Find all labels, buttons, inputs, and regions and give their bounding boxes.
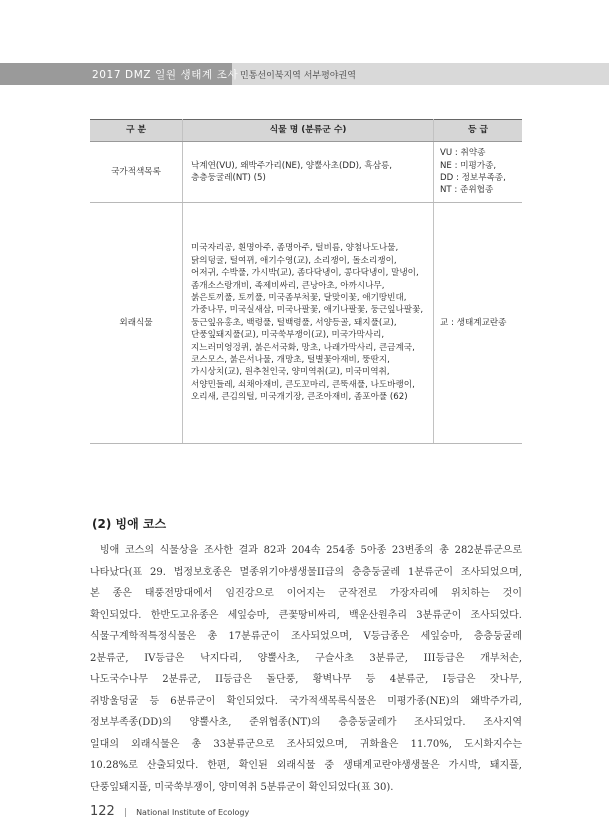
species-line: 코스모스, 붉은서나물, 개망초, 털별꽃아재비, 뚱딴지, [191,355,390,366]
species-line: 닭의덩굴, 털여뀌, 애기수영(교), 소리쟁이, 돌소리쟁이, [191,255,397,266]
grade-line: NT : 준위협종 [440,185,494,196]
species-line: 오리새, 큰김의털, 미국개기장, 큰조아재비, 좀포아풀 (62) [191,392,408,403]
header-species: 식물 명 (분류군 수) [183,120,434,142]
plant-species-table [90,119,522,444]
page-number: 122 [90,804,115,819]
running-header-title: 2017 DMZ 일원 생태계 조사 [92,69,239,81]
paragraph-line: 본 종은 태풍전망대에서 임진강으로 이어지는 군작전로 가장자리에 위치하는 것이 [90,588,522,599]
section-paragraph [90,540,522,798]
species-cell [183,142,434,203]
paragraph-line: 식물구계학적특정식물은 총 17분류군이 조사되었으며, V등급종은 세잎승마, 층층둥굴레 [90,631,522,642]
species-line: 층층둥굴레(NT) (5) [191,173,266,183]
footer-organization: National Institute of Ecology [136,808,250,817]
section-heading: (2) 빙애 코스 [92,517,167,531]
page-footer [90,800,249,819]
grade-line: NE : 미평가종, [440,160,497,171]
category-cell: 외래식물 [90,203,183,444]
species-line: 가중나무, 미국실새삼, 미국나팔꽃, 애기나팔꽃, 둥근잎나팔꽃, [191,305,424,316]
grade-line: DD : 정보부족종, [440,173,506,183]
species-line: 어저귀, 수박풀, 가시박(교), 좀다닥냉이, 콩다닥냉이, 말냉이, [191,268,419,279]
paragraph-line: 단풍잎돼지풀, 미국쑥부쟁이, 양미역취 5분류군이 확인되었다(표 30). [90,781,394,793]
footer-separator: | [123,808,127,818]
species-line: 지느러미엉겅퀴, 붉은서국화, 망초, 나래가막사리, 큰금계국, [191,342,415,353]
header-category: 구 분 [90,120,183,142]
species-line: 미국자리공, 흰명아주, 좀명아주, 털비름, 양첨나도나물, [191,243,399,254]
species-line: 좀개소스랑개비, 족제비싸리, 큰낭아초, 아까시나무, [191,280,385,291]
running-header-subtitle: 민통선이북지역 서부평야권역 [240,71,356,81]
table-row-alien-plants [90,203,522,444]
paragraph-line: 확인되었다. 한반도고유종은 세잎승마, 큰꽃땅비싸리, 백운산원추리 3분류군이 조사되었다. [90,609,522,621]
paragraph-line: 쥐방울덩굴 등 6분류군이 확인되었다. 국가적색목록식물은 미평가종(NE)의 왜박주가리, [90,695,522,707]
paragraph-line: 정보부족종(DD)의 양뿔사초, 준위협종(NT)의 층층둥굴레가 조사되었다. 조사지역 [90,717,522,728]
paragraph-line: 빙애 코스의 식물상을 조사한 결과 82과 204속 254종 5아종 23변종의 총 282분류군으로 [100,545,522,556]
species-line: 단풍잎돼지풀(교), 미국쑥부쟁이(교), 미국가막사리, [191,330,385,341]
table-row-national-red-list [90,142,522,203]
category-cell: 국가적색목록 [90,142,183,203]
table-header-row [90,120,522,142]
paragraph-line: 10.28%로 산출되었다. 한편, 확인된 외래식물 중 생태계교란야생생물은 가시박, 돼지풀, [90,760,522,771]
species-line: 붉은토끼풀, 토끼풀, 미국좀부처꽃, 달맞이꽃, 애기땅빈대, [191,292,407,303]
paragraph-line: 나타났다(표 29. 법정보호종은 멸종위기야생생물II급의 층층둥굴레 1분류군이 조사되었으며, [90,566,522,578]
species-line: 낙계연(VU), 왜박주가리(NE), 양뿔사초(DD), 흑삼릉, [191,160,393,171]
species-cell [183,203,434,444]
grade-line: VU : 취약종 [440,148,486,159]
species-line: 서양민들레, 쇠채아재비, 큰도꼬마리, 큰뚝새풀, 나도바랭이, [191,379,415,390]
species-line: 둥근잎유홍초, 백령풀, 털백령풀, 서양등골, 돼지풀(교), [191,317,397,328]
paragraph-line: 나도국수나무 2분류군, II등급은 돌단풍, 황벽나무 등 4분류군, I등급은 잣나무, [90,674,522,685]
species-line: 가시상치(교), 원추천인국, 양미역취(교), 미국미역취, [191,367,390,378]
header-grade: 등 급 [434,120,523,142]
paragraph-line: 2분류군, IV등급은 낙지다리, 양뿔사초, 구슬사초 3분류군, III등급은 개부처손, [90,652,522,664]
paragraph-line: 일대의 외래식물은 총 33분류군으로 조사되었으며, 귀화율은 11.70%, 도시화지수는 [90,738,522,750]
grade-cell: 교 : 생태계교란종 [434,203,523,444]
grade-cell [434,142,523,203]
